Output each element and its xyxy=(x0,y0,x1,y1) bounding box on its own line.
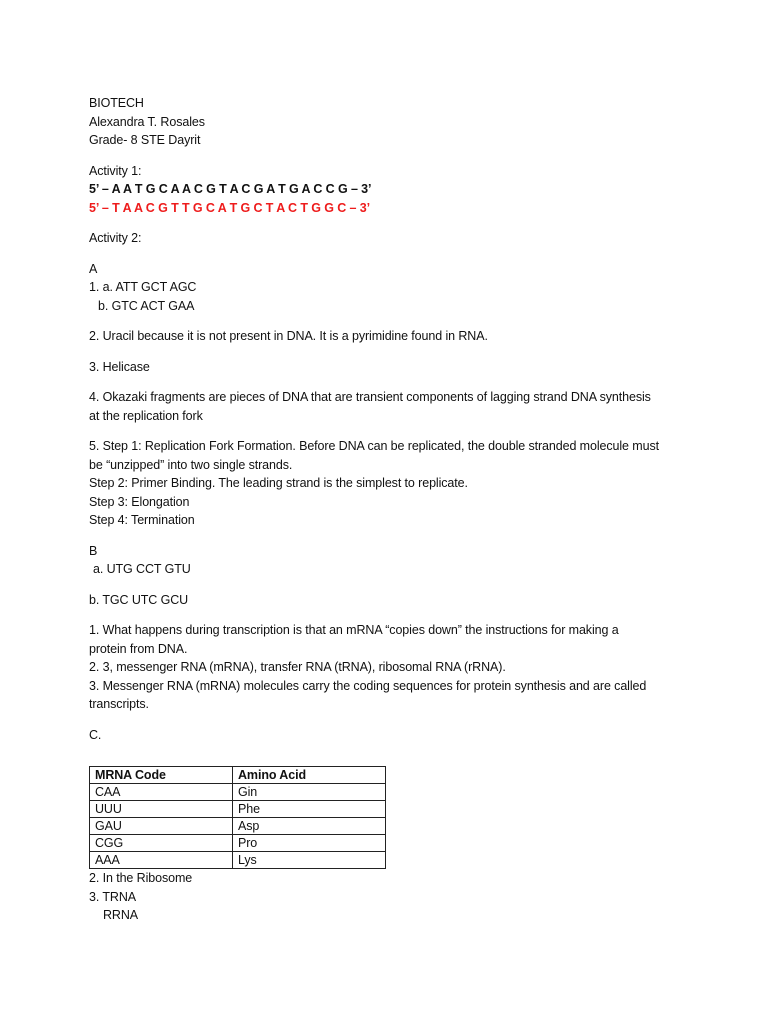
table-cell-code: AAA xyxy=(90,852,233,869)
part-a-q5-step4: Step 4: Termination xyxy=(89,513,195,527)
table-row xyxy=(90,852,386,869)
table-cell-code: UUU xyxy=(90,801,233,818)
part-a-q5-step3: Step 3: Elongation xyxy=(89,494,190,509)
table-cell-amino: Pro xyxy=(233,835,386,852)
table-header-mrna-code: MRNA Code xyxy=(90,767,233,784)
grade-section: Grade- 8 STE Dayrit xyxy=(89,133,201,147)
table-header-amino-acid: Amino Acid xyxy=(233,767,386,784)
codon-table xyxy=(89,766,386,869)
part-b-q1-line1: 1. What happens during transcription is that an mRNA “copies down” the instructions for making a xyxy=(89,623,619,637)
part-b-a: a. UTG CCT GTU xyxy=(93,562,191,576)
part-c-q2: 2. In the Ribosome xyxy=(89,871,193,885)
part-a-q5-step2: Step 2: Primer Binding. The leading strand is the simplest to replicate. xyxy=(89,476,468,490)
document-body xyxy=(89,94,709,925)
table-cell-code: CGG xyxy=(90,835,233,852)
part-b-b: b. TGC UTC GCU xyxy=(89,592,189,607)
part-c-label: C. xyxy=(89,727,102,742)
student-name: Alexandra T. Rosales xyxy=(89,114,205,129)
part-b-label: B xyxy=(89,543,98,558)
part-b-q3-line1: 3. Messenger RNA (mRNA) molecules carry the coding sequences for protein synthesis and are called xyxy=(89,678,647,693)
part-a-q5-line2: be “unzipped” into two single strands. xyxy=(89,457,293,472)
part-b-q3-line2: transcripts. xyxy=(89,697,149,711)
part-a-q1a: 1. a. ATT GCT AGC xyxy=(89,280,197,294)
activity2-title: Activity 2: xyxy=(89,231,142,245)
part-a-q1b: b. GTC ACT GAA xyxy=(98,298,195,313)
table-cell-amino: Asp xyxy=(233,818,386,835)
table-cell-code: CAA xyxy=(90,784,233,801)
dna-strand-complement: 5’ – T A A C G T T G C A T G C T A C T G G C – 3’ xyxy=(89,200,371,215)
part-a-q2: 2. Uracil because it is not present in DNA. It is a pyrimidine found in RNA. xyxy=(89,329,488,343)
part-a-q4-line2: at the replication fork xyxy=(89,408,203,423)
table-cell-amino: Lys xyxy=(233,852,386,869)
part-b-q1-line2: protein from DNA. xyxy=(89,641,188,656)
dna-strand-top: 5’ – A A T G C A A C G T A C G A T G A C C G – 3’ xyxy=(89,182,372,196)
part-c-q3-line1: 3. TRNA xyxy=(89,889,136,904)
table-row xyxy=(90,784,386,801)
part-b-q2: 2. 3, messenger RNA (mRNA), transfer RNA (tRNA), ribosomal RNA (rRNA). xyxy=(89,660,506,674)
table-row xyxy=(90,801,386,818)
part-a-q4-line1: 4. Okazaki fragments are pieces of DNA that are transient components of lagging strand DNA synthesis xyxy=(89,390,651,404)
part-c-q3-line2: RRNA xyxy=(103,908,139,922)
part-a-label: A xyxy=(89,261,98,276)
table-cell-amino: Phe xyxy=(233,801,386,818)
part-a-q5-line1: 5. Step 1: Replication Fork Formation. Before DNA can be replicated, the double stranded molecule must xyxy=(89,439,659,453)
part-a-q3: 3. Helicase xyxy=(89,359,150,374)
activity1-title: Activity 1: xyxy=(89,163,142,178)
table-cell-code: GAU xyxy=(90,818,233,835)
table-row xyxy=(90,818,386,835)
table-row xyxy=(90,835,386,852)
table-header-row xyxy=(90,767,386,784)
subject-heading: BIOTECH xyxy=(89,96,144,110)
table-cell-amino: Gin xyxy=(233,784,386,801)
